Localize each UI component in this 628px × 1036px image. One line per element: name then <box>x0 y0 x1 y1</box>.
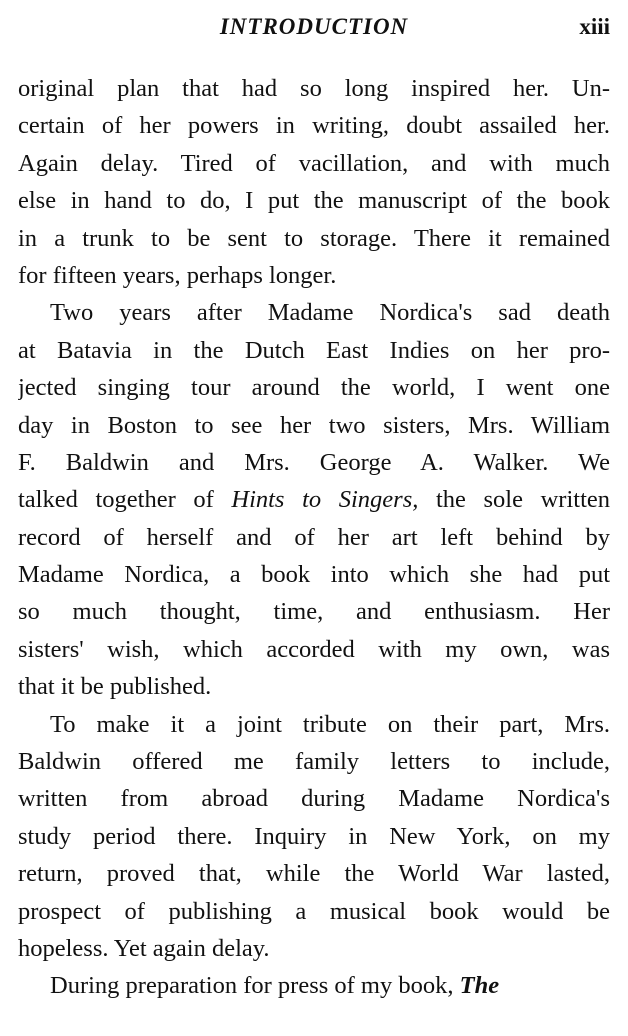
text-line: certain of her powers in writing, doubt assailed her. <box>18 112 610 140</box>
text-line: day in Boston to see her two sisters, Mrs. William <box>18 411 610 439</box>
text-line: else in hand to do, I put the manuscript of the book <box>18 187 610 215</box>
text-line: Again delay. Tired of vacillation, and with much <box>18 149 610 177</box>
text-line: so much thought, time, and enthusiasm. Her <box>18 598 610 626</box>
text-line: record of herself and of her art left behind by <box>18 523 610 551</box>
text-line: F. Baldwin and Mrs. George A. Walker. We <box>18 448 610 476</box>
text-line: for fifteen years, perhaps longer. <box>18 261 337 289</box>
text-line: jected singing tour around the world, I went one <box>18 374 610 402</box>
text-line: original plan that had so long inspired her. Un- <box>18 75 610 102</box>
text-segment: talked together of <box>18 486 232 514</box>
page-number: xiii <box>579 14 610 39</box>
text-segment: During preparation for press of my book, <box>50 972 460 1000</box>
text-segment: the sole written <box>418 486 610 514</box>
text-line: in a trunk to be sent to storage. There it remained <box>18 224 610 252</box>
running-title: INTRODUCTION <box>219 14 409 39</box>
text-line: written from abroad during Madame Nordica's <box>18 785 610 813</box>
book-title-hints-to-singers: Hints to Singers, <box>231 486 419 514</box>
text-line: prospect of publishing a musical book would be <box>18 897 610 925</box>
text-line <box>18 967 610 1004</box>
text-line: Two years after Madame Nordica's sad death <box>50 299 610 327</box>
text-line <box>18 481 610 518</box>
text-line: hopeless. Yet again delay. <box>18 934 270 962</box>
text-line: To make it a joint tribute on their part, Mrs. <box>50 710 610 738</box>
page-header <box>18 14 610 48</box>
text-line: Madame Nordica, a book into which she had put <box>18 561 610 589</box>
text-line: Baldwin offered me family letters to include, <box>18 748 610 776</box>
text-line: sisters' wish, which accorded with my own, was <box>18 635 610 663</box>
body-text <box>18 70 610 1005</box>
text-line: that it be published. <box>18 673 212 701</box>
text-line: return, proved that, while the World War lasted, <box>18 860 610 888</box>
book-title-fragment: The <box>459 972 500 1000</box>
text-line: study period there. Inquiry in New York, on my <box>18 822 610 850</box>
text-line: at Batavia in the Dutch East Indies on her pro- <box>18 336 610 364</box>
